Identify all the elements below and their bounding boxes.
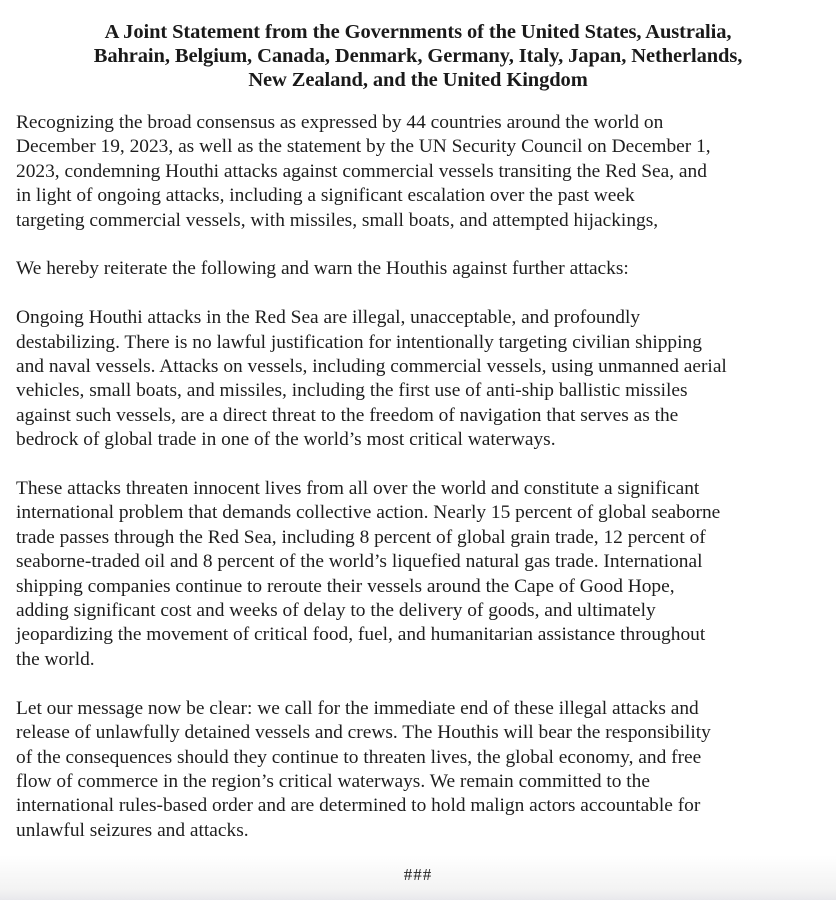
- statement-title: [0, 20, 836, 92]
- text-line: jeopardizing the movement of critical food, fuel, and humanitarian assistance throughout: [16, 624, 706, 646]
- text-line: in light of ongoing attacks, including a significant escalation over the past week: [16, 185, 635, 207]
- text-line: seaborne-traded oil and 8 percent of the world’s liquefied natural gas trade. International: [16, 551, 703, 573]
- statement-body: [16, 111, 826, 868]
- text-line: December 19, 2023, as well as the statement by the UN Security Council on December 1,: [16, 136, 711, 158]
- text-line: destabilizing. There is no lawful justification for intentionally targeting civilian shipping: [16, 331, 702, 353]
- text-line: international problem that demands collective action. Nearly 15 percent of global seaborne: [16, 502, 721, 524]
- text-line: international rules-based order and are determined to hold malign actors accountable for: [16, 795, 701, 817]
- text-line: trade passes through the Red Sea, including 8 percent of global grain trade, 12 percent of: [16, 526, 706, 548]
- paragraph-reiteration: [16, 257, 826, 281]
- title-line: New Zealand, and the United Kingdom: [248, 69, 588, 91]
- text-line: the world.: [16, 648, 95, 670]
- text-line: and naval vessels. Attacks on vessels, including commercial vessels, using unmanned aerial: [16, 356, 727, 378]
- text-line: vehicles, small boats, and missiles, including the first use of anti-ship ballistic missiles: [16, 380, 688, 402]
- text-line: These attacks threaten innocent lives from all over the world and constitute a significant: [16, 478, 700, 500]
- text-line: targeting commercial vessels, with missiles, small boats, and attempted hijackings,: [16, 209, 659, 231]
- text-line: Ongoing Houthi attacks in the Red Sea are illegal, unacceptable, and profoundly: [16, 307, 641, 329]
- text-line: release of unlawfully detained vessels and crews. The Houthis will bear the responsibility: [16, 722, 711, 744]
- paragraph-conclusion: [16, 697, 826, 843]
- paragraph-trade-impact: [16, 477, 826, 672]
- paragraph-preamble: [16, 111, 826, 233]
- text-line: unlawful seizures and attacks.: [16, 819, 249, 841]
- end-of-release-mark: ###: [403, 865, 433, 884]
- paragraph-illegal-attacks: [16, 306, 826, 452]
- text-line: shipping companies continue to reroute their vessels around the Cape of Good Hope,: [16, 575, 675, 597]
- text-line: bedrock of global trade in one of the world’s most critical waterways.: [16, 429, 556, 451]
- text-line: of the consequences should they continue to threaten lives, the global economy, and free: [16, 746, 702, 768]
- text-line: Let our message now be clear: we call for the immediate end of these illegal attacks and: [16, 697, 699, 719]
- text-line: flow of commerce in the region’s critical waterways. We remain committed to the: [16, 770, 650, 792]
- text-line: against such vessels, are a direct threat to the freedom of navigation that serves as the: [16, 404, 679, 426]
- title-line: Bahrain, Belgium, Canada, Denmark, Germany, Italy, Japan, Netherlands,: [93, 45, 743, 67]
- title-line: A Joint Statement from the Governments of the United States, Australia,: [104, 21, 732, 43]
- text-line: We hereby reiterate the following and warn the Houthis against further attacks:: [16, 258, 629, 280]
- text-line: Recognizing the broad consensus as expressed by 44 countries around the world on: [16, 112, 664, 133]
- text-line: 2023, condemning Houthi attacks against commercial vessels transiting the Red Sea, and: [16, 160, 707, 182]
- text-line: adding significant cost and weeks of delay to the delivery of goods, and ultimately: [16, 600, 656, 622]
